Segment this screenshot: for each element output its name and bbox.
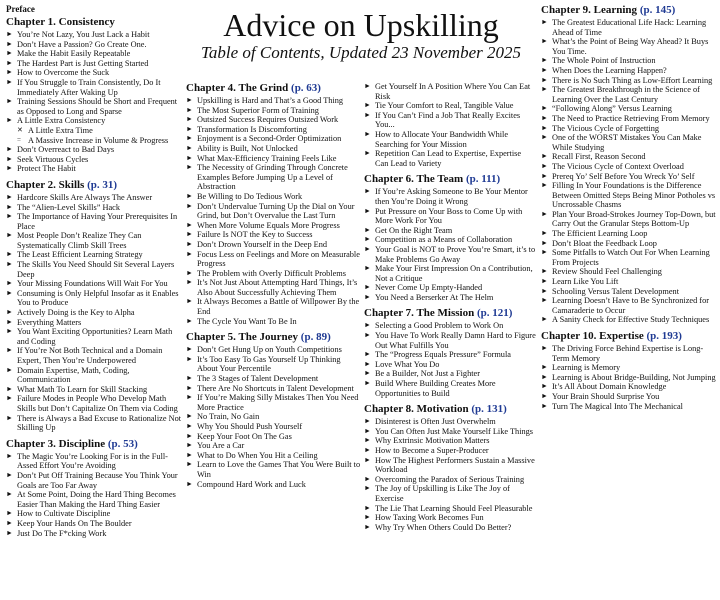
toc-item[interactable]: ► Don’t Put Off Training Because You Think Your Goals are Too Far Away [6,471,184,490]
toc-item[interactable]: ► The Skills You Need Should Sit Several Layers Deep [6,260,184,279]
toc-item[interactable]: ► Don’t Bloat the Feedback Loop [541,239,717,249]
toc-item[interactable]: ► The Importance of Having Your Prerequisites In Place [6,212,184,231]
toc-item[interactable]: ► Competition as a Means of Collaboration [364,235,536,245]
toc-item[interactable]: ► If You’re Making Silly Mistakes Then You Need More Practice [186,393,362,412]
toc-item[interactable]: ► It Always Becomes a Battle of Willpower By the End [186,297,362,316]
toc-item[interactable]: ► If You Can’t Find a Job That Really Excites You... [364,111,536,130]
toc-item[interactable]: ► It’s Not Just About Attempting Hard Things, It’s Also About Successfully Achieving Them [186,278,362,297]
toc-item[interactable]: ► The Hardest Part is Just Getting Started [6,59,184,69]
toc-item[interactable]: ► Never Come Up Empty-Handed [364,283,536,293]
toc-item[interactable]: ► Build Where Building Creates More Opportunities to Build [364,379,536,398]
chapter-list [364,321,536,398]
toc-item[interactable]: ► There is No Such Thing as Low-Effort Learning [541,76,717,86]
toc-item[interactable]: ► “Following Along” Versus Learning [541,104,717,114]
toc-item[interactable]: ► Transformation Is Discomforting [186,125,362,135]
toc-item[interactable]: ► The “Alien-Level Skills” Hack [6,203,184,213]
toc-item[interactable]: ► It’s Too Easy To Gas Yourself Up Thinking About Your Percentile [186,355,362,374]
toc-item[interactable]: ► Failure Modes in People Who Develop Math Skills but Don’t Capitalize On Them via Coding [6,394,184,413]
toc-item[interactable]: ► Don’t Drown Yourself in the Deep End [186,240,362,250]
toc-subitem[interactable]: = A Massive Increase in Volume & Progress [6,136,184,146]
toc-item[interactable]: ► Schooling Versus Talent Development [541,287,717,297]
toc-item[interactable]: ► If You’re Asking Someone to Be Your Mentor then You’re Doing it Wrong [364,187,536,206]
toc-item[interactable]: ► Focus Less on Feelings and More on Measurable Progress [186,250,362,269]
toc-item[interactable]: ► How to Overcome the Suck [6,68,184,78]
toc-item[interactable]: ► Enjoyment is a Second-Order Optimization [186,134,362,144]
toc-item[interactable]: ► Why Try When Others Could Do Better? [364,523,536,533]
chapter-heading[interactable]: Chapter 10. Expertise (p. 193) [541,330,682,342]
toc-item[interactable]: ► What Max-Efficiency Training Feels Like [186,154,362,164]
chapter-heading[interactable]: Chapter 3. Discipline (p. 53) [6,437,138,450]
toc-item[interactable]: ► Tie Your Comfort to Real, Tangible Value [364,101,536,111]
toc-item[interactable]: ► Keep Your Hands On The Boulder [6,519,184,529]
toc-item[interactable]: ► Most People Don’t Realize They Can Systematically Climb Skill Trees [6,231,184,250]
page-subtitle: Table of Contents, Updated 23 November 2025 [201,43,521,62]
toc-item[interactable]: ► Don’t Get Hung Up on Youth Competitions [186,345,362,355]
chapter-list [541,18,717,325]
chapter-heading[interactable]: Chapter 2. Skills (p. 31) [6,178,118,191]
toc-item[interactable]: ► Learning is Memory [541,363,717,373]
toc-item[interactable]: ► Learning Doesn’t Have to Be Synchronized for Camaraderie to Occur [541,296,717,315]
chapter-list [186,345,362,489]
chapter-list [364,187,536,302]
toc-item[interactable]: ► There Are No Shortcuts in Talent Development [186,384,362,394]
toc-item[interactable]: ► Make Your First Impression On a Contribution, Not a Critique [364,264,536,283]
chapter-list [364,417,536,532]
toc-column-4 [541,4,717,411]
toc-item[interactable]: ► Training Sessions Should be Short and Frequent as Opposed to Long and Sparse [6,97,184,116]
toc-item[interactable]: ► Love What You Do [364,360,536,370]
toc-item[interactable]: ► Upskilling is Hard and That’s a Good Thing [186,96,362,106]
chapter-heading[interactable]: Chapter 8. Motivation (p. 131) [364,403,507,416]
toc-item[interactable]: ► When Does the Learning Happen? [541,66,717,76]
toc-item[interactable]: ► The Least Efficient Learning Strategy [6,250,184,260]
toc-item[interactable]: ► Disinterest is Often Just Overwhelm [364,417,536,427]
toc-item[interactable]: ► What Math To Learn for Skill Stacking [6,385,184,395]
toc-item[interactable]: ► You Can Often Just Make Yourself Like Things [364,427,536,437]
toc-item[interactable]: ► A Sanity Check for Effective Study Techniques [541,315,717,325]
toc-item[interactable]: ► The Vicious Cycle of Context Overload [541,162,717,172]
toc-item[interactable]: ► Consuming is Only Helpful Insofar as it Enables You to Produce [6,289,184,308]
toc-item[interactable]: ► How Taxing Work Becomes Fun [364,513,536,523]
toc-item[interactable]: ► You Need a Berserker At The Helm [364,293,536,303]
preface-link[interactable]: Preface [6,4,35,14]
toc-item[interactable]: ► The Joy of Upskilling is Like The Joy of Exercise [364,484,536,503]
toc-item[interactable]: ► The Vicious Cycle of Forgetting [541,124,717,134]
toc-item[interactable]: ► One of the WORST Mistakes You Can Make While Studying [541,133,717,152]
toc-item[interactable]: ► Overcoming the Paradox of Serious Training [364,475,536,485]
toc-item[interactable]: ► Just Do The F*cking Work [6,529,184,539]
toc-item[interactable]: ► Protect The Habit [6,164,184,174]
toc-item[interactable]: ► Filling In Your Foundations is the Difference Between Omitted Steps Being Minor Potholes vs Uncrossable Chasms [541,181,717,210]
toc-item[interactable]: ► When More Volume Equals More Progress [186,221,362,231]
toc-item[interactable]: ► Make the Habit Easily Repeatable [6,49,184,59]
toc-item[interactable]: ► Plan Your Broad-Strokes Journey Top-Down, but Carry Out the Granular Steps Bottom-Up [541,210,717,229]
toc-item[interactable]: ► Be Willing to Do Tedious Work [186,192,362,202]
chapter-heading[interactable]: Chapter 6. The Team (p. 111) [364,173,501,186]
chapter-list [364,82,536,168]
toc-item[interactable]: ► Don’t Have a Passion? Go Create One. [6,40,184,50]
toc-item[interactable]: ► Outsized Success Requires Outsized Work [186,115,362,125]
toc-item[interactable]: ► The 3 Stages of Talent Development [186,374,362,384]
toc-column-1 [6,4,184,538]
toc-item[interactable]: ► Compound Hard Work and Luck [186,480,362,490]
toc-item[interactable]: ► The “Progress Equals Pressure” Formula [364,350,536,360]
toc-item[interactable]: ► There is Always a Bad Excuse to Rationalize Not Skilling Up [6,414,184,433]
toc-item[interactable]: ► Learn to Love the Games That You Were Built to Win [186,460,362,479]
toc-item[interactable]: ► What to Do When You Hit a Ceiling [186,451,362,461]
toc-item[interactable]: ► Learning is About Bridge-Building, Not Jumping [541,373,717,383]
toc-item[interactable]: ► Why You Should Push Yourself [186,422,362,432]
toc-item[interactable]: ► The Problem with Overly Difficult Problems [186,269,362,279]
toc-item[interactable]: ► Get Yourself In A Position Where You Can Eat Risk [364,82,536,101]
toc-item[interactable]: ► Some Pitfalls to Watch Out For When Learning From Projects [541,248,717,267]
toc-column-2 [186,82,362,489]
toc-item[interactable]: ► Selecting a Good Problem to Work On [364,321,536,331]
toc-item[interactable]: ► How to Become a Super-Producer [364,446,536,456]
chapter-heading[interactable]: Chapter 5. The Journey (p. 89) [186,331,331,344]
toc-item[interactable]: ► Your Brain Should Surprise You [541,392,717,402]
chapter-list [186,96,362,326]
toc-item[interactable]: ► The Most Superior Form of Training [186,106,362,116]
toc-item[interactable]: ► Seek Virtuous Cycles [6,155,184,165]
toc-item[interactable]: ► What’s the Point of Being Way Ahead? It Buys You Time. [541,37,717,56]
toc-item[interactable]: ► The Need to Practice Retrieving From Memory [541,114,717,124]
toc-item[interactable]: ► You Have To Work Really Damn Hard to Figure Out What Fulfills You [364,331,536,350]
toc-item[interactable]: ► Review Should Feel Challenging [541,267,717,277]
chapter-list [6,30,184,116]
toc-item[interactable]: ► Be a Builder, Not Just a Fighter [364,369,536,379]
toc-item[interactable]: ► Your Goal is NOT to Prove You’re Smart, it’s to Make Problems Go Away [364,245,536,264]
toc-item[interactable]: ► Failure Is NOT the Key to Success [186,230,362,240]
toc-item[interactable]: ► Actively Doing is the Key to Alpha [6,308,184,318]
toc-item[interactable]: ► Put Pressure on Your Boss to Come Up with More Work For You [364,207,536,226]
toc-item[interactable]: ► You Want Exciting Opportunities? Learn Math and Coding [6,327,184,346]
chapter-list [6,452,184,538]
toc-item[interactable]: ► How The Highest Performers Sustain a Massive Workload [364,456,536,475]
toc-item[interactable]: ► The Whole Point of Instruction [541,56,717,66]
toc-item[interactable]: ► You’re Not Lazy, You Just Lack a Habit [6,30,184,40]
toc-column-3 [364,82,536,532]
chapter-heading[interactable]: Chapter 7. The Mission (p. 121) [364,307,513,320]
toc-subitem[interactable]: ✕ A Little Extra Time [6,126,184,136]
toc-item[interactable]: ► The Efficient Learning Loop [541,229,717,239]
toc-item[interactable]: ► Everything Matters [6,318,184,328]
toc-item[interactable]: ► The Greatest Breakthrough in the Science of Learning Over the Last Century [541,85,717,104]
toc-item[interactable]: ► A Little Extra Consistency [6,116,184,126]
toc-item[interactable]: ► Keep Your Foot On The Gas [186,432,362,442]
toc-item[interactable]: ► How to Allocate Your Bandwidth While Searching for Your Mission [364,130,536,149]
toc-item[interactable]: ► The Greatest Educational Life Hack: Learning Ahead of Time [541,18,717,37]
chapter-heading[interactable]: Chapter 1. Consistency [6,16,115,28]
toc-item[interactable]: ► Recall First, Reason Second [541,152,717,162]
chapter-heading[interactable]: Chapter 4. The Grind (p. 63) [186,82,321,94]
toc-item[interactable]: ► Prereq Yo’ Self Before You Wreck Yo’ Self [541,172,717,182]
toc-item[interactable]: ► If You Struggle to Train Consistently, Do It Immediately After Waking Up [6,78,184,97]
toc-item[interactable]: ► Learn Like You Lift [541,277,717,287]
toc-item[interactable]: ► At Some Point, Doing the Hard Thing Becomes Easier Than Making the Hard Thing Easier [6,490,184,509]
chapter-list [6,193,184,433]
toc-item[interactable]: ► Don’t Overreact to Bad Days [6,145,184,155]
toc-item[interactable]: ► The Driving Force Behind Expertise is Long-Term Memory [541,344,717,363]
toc-item[interactable]: ► You Are a Car [186,441,362,451]
toc-item[interactable]: ► No Train, No Gain [186,412,362,422]
toc-item[interactable]: ► Don’t Undervalue Turning Up the Dial on Your Grind, but Don’t Overvalue the Last Turn [186,202,362,221]
toc-item[interactable]: ► If You’re Not Both Technical and a Domain Expert, Then You’re Underpowered [6,346,184,365]
toc-item[interactable]: ► Ability is Built, Not Unlocked [186,144,362,154]
toc-item[interactable]: ► Hardcore Skills Are Always The Answer [6,193,184,203]
toc-item[interactable]: ► The Magic You’re Looking For is in the Full-Assed Effort You’re Avoiding [6,452,184,471]
toc-item[interactable]: ► Why Extrinsic Motivation Matters [364,436,536,446]
toc-item[interactable]: ► How to Cultivate Discipline [6,509,184,519]
toc-item[interactable]: ► It’s All About Domain Knowledge [541,382,717,392]
toc-item[interactable]: ► Turn The Magical Into The Mechanical [541,402,717,412]
toc-item[interactable]: ► Your Missing Foundations Will Wait For You [6,279,184,289]
toc-item[interactable]: ► The Lie That Learning Should Feel Pleasurable [364,504,536,514]
toc-item[interactable]: ► Get On the Right Team [364,226,536,236]
toc-item[interactable]: ► Domain Expertise, Math, Coding, Communication [6,366,184,385]
toc-item[interactable]: ► The Necessity of Grinding Through Concrete Examples Before Jumping Up a Level of Abstraction [186,163,362,192]
page-title: Advice on Upskilling [223,7,499,43]
chapter-list [6,145,184,174]
chapter-sublist [6,116,184,126]
toc-item[interactable]: ► Repetition Can Lead to Expertise, Expertise Can Lead to Variety [364,149,536,168]
chapter-list [541,344,717,411]
toc-item[interactable]: ► The Cycle You Want To Be In [186,317,362,327]
chapter-heading[interactable]: Chapter 9. Learning (p. 145) [541,4,676,16]
